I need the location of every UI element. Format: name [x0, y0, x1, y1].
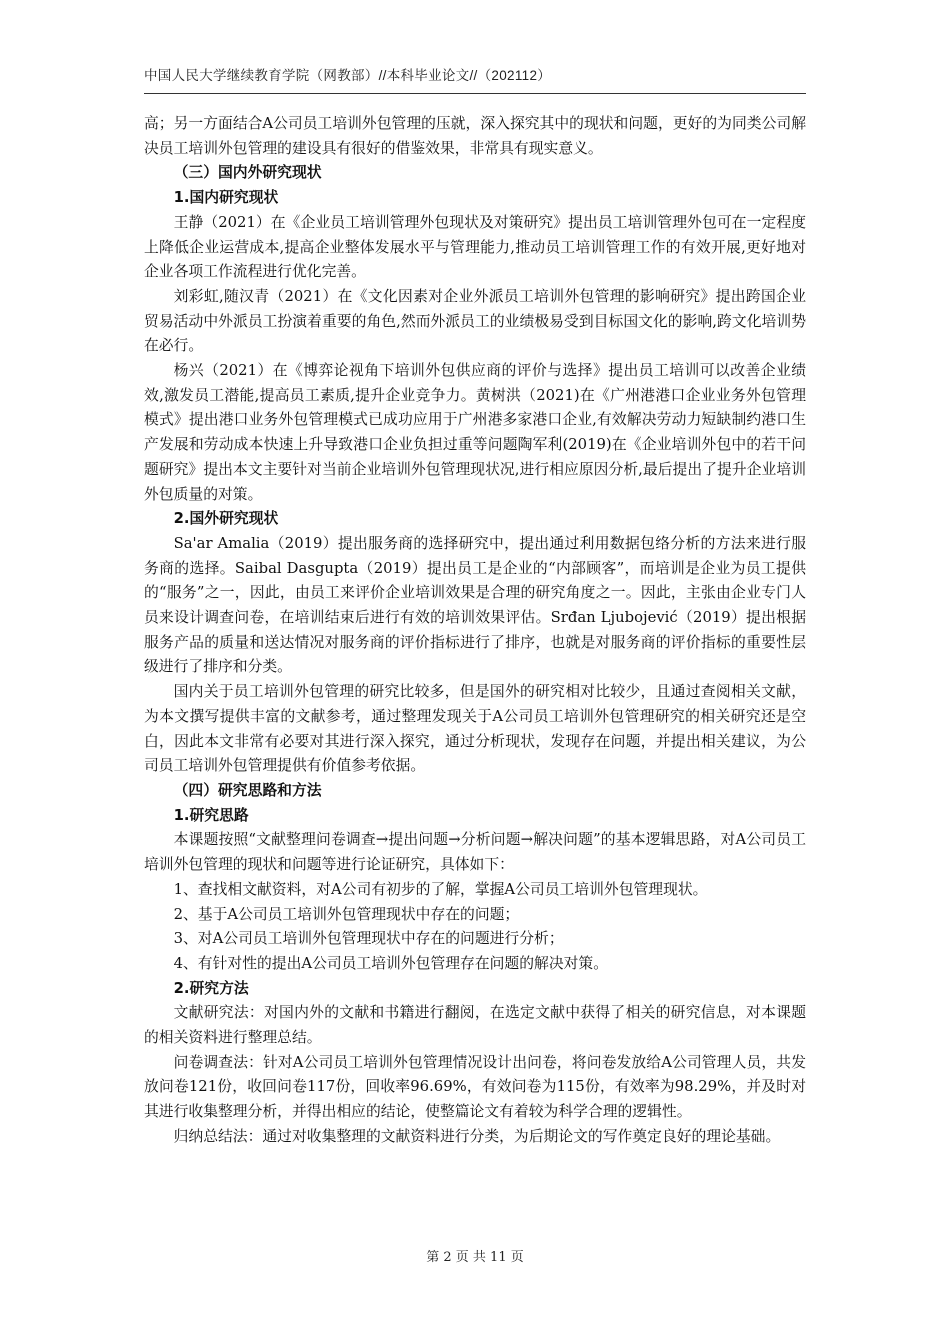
paragraph-domestic-1: 王静（2021）在《企业员工培训管理外包现状及对策研究》提出员工培训管理外包可在一定程度上降低企业运营成本,提高企业整体发展水平与管理能力,推动员工培训管理工作的有效开展,更好地对企业各项工作流程进行优化完善。	[144, 213, 806, 281]
paragraph-foreign-2: 国内关于员工培训外包管理的研究比较多，但是国外的研究相对比较少，且通过查阅相关文献，为本文撰写提供丰富的文献参考，通过整理发现关于A公司员工培训外包管理研究的相关研究还是空白，因此本文非常有必要对其进行深入探究，通过分析现状，发现存在问题，并提出相关建议，为公司员工培训外包管理提供有价值参考依据。	[144, 683, 806, 775]
header-rule	[144, 93, 806, 94]
paragraph-domestic-2: 刘彩虹,随汉青（2021）在《文化因素对企业外派员工培训外包管理的影响研究》提出跨国企业贸易活动中外派员工扮演着重要的角色,然而外派员工的业绩极易受到目标国文化的影响,跨文化培训势在必行。	[144, 287, 806, 355]
document-body	[144, 112, 806, 1150]
page-number: 第 2 页 共 11 页	[426, 1250, 524, 1265]
paragraph-domestic-3: 杨兴（2021）在《博弈论视角下培训外包供应商的评价与选择》提出员工培训可以改善企业绩效,激发员工潜能,提高员工素质,提升企业竞争力。黄树洪（2021)在《广州港港口企业业务外包管理模式》提出港口业务外包管理模式已成功应用于广州港多家港口企业,有效解决劳动力短缺制约港口生产发展和劳动成本快速上升导致港口企业负担过重等问题陶军利(2019)在《企业培训外包中的若干问题研究》提出本文主要针对当前企业培训外包管理现状况,进行相应原因分析,最后提出了提升企业培训外包质量的对策。	[144, 362, 806, 503]
paragraph-research-idea: 本课题按照“文献整理问卷调查→提出问题→分析问题→解决问题”的基本逻辑思路，对A公司员工培训外包管理的现状和问题等进行论证研究，具体如下：	[144, 831, 806, 874]
paragraph-method-literature: 文献研究法：对国内外的文献和书籍进行翻阅，在选定文献中获得了相关的研究信息，对本课题的相关资料进行整理总结。	[144, 1004, 806, 1047]
paragraph-intro-continued: 高；另一方面结合A公司员工培训外包管理的压就，深入探究其中的现状和问题，更好的为同类公司解决员工培训外包管理的建设具有很好的借鉴效果，非常具有现实意义。	[144, 115, 806, 157]
list-item-4: 4、有针对性的提出A公司员工培训外包管理存在问题的解决对策。	[173, 954, 609, 972]
subheading-research-method: 2.研究方法	[173, 979, 249, 997]
section-heading-ideas-methods: （四）研究思路和方法	[173, 781, 322, 799]
paragraph-foreign-1: Sa'ar Amalia（2019）提出服务商的选择研究中，提出通过利用数据包络分析的方法来进行服务商的选择。Saibal Dasgupta（2019）提出员工是企业的“内部顾客”，而培训是企业为员工提供的“服务”之一，因此，由员工来评价企业培训效果是合理的研究角度之一。因此，主张由企业专门人员来设计调查问卷，在培训结束后进行有效的培训效果评估。Srđan Ljubojević（2019）提出根据服务产品的质量和送达情况对服务商的评价指标进行了排序，也就是对服务商的评价指标的重要性层级进行了排序和分类。	[144, 534, 806, 676]
subheading-domestic-status: 1.国内研究现状	[173, 189, 279, 207]
paragraph-method-questionnaire: 问卷调查法：针对A公司员工培训外包管理情况设计出问卷，将问卷发放给A公司管理人员，共发放问卷121份，收回问卷117份，回收率96.69%，有效问卷为115份，有效率为98.29%，并及时对其进行收集整理分析，并得出相应的结论，使整篇论文有着较为科学合理的逻辑性。	[144, 1053, 806, 1121]
paragraph-method-induction: 归纳总结法：通过对收集整理的文献资料进行分类，为后期论文的写作奠定良好的理论基础。	[173, 1127, 781, 1145]
page-footer	[0, 1246, 950, 1265]
header-title: 中国人民大学继续教育学院（网教部）//本科毕业论文//（202112）	[144, 68, 552, 83]
list-item-2: 2、基于A公司员工培训外包管理现状中存在的问题；	[173, 905, 520, 923]
page-header	[144, 66, 806, 90]
subheading-research-idea: 1.研究思路	[173, 806, 249, 824]
list-item-3: 3、对A公司员工培训外包管理现状中存在的问题进行分析；	[173, 930, 564, 948]
list-item-1: 1、查找相文献资料，对A公司有初步的了解，掌握A公司员工培训外包管理现状。	[173, 880, 708, 898]
section-heading-research-status: （三）国内外研究现状	[173, 164, 322, 182]
subheading-foreign-status: 2.国外研究现状	[173, 510, 279, 528]
